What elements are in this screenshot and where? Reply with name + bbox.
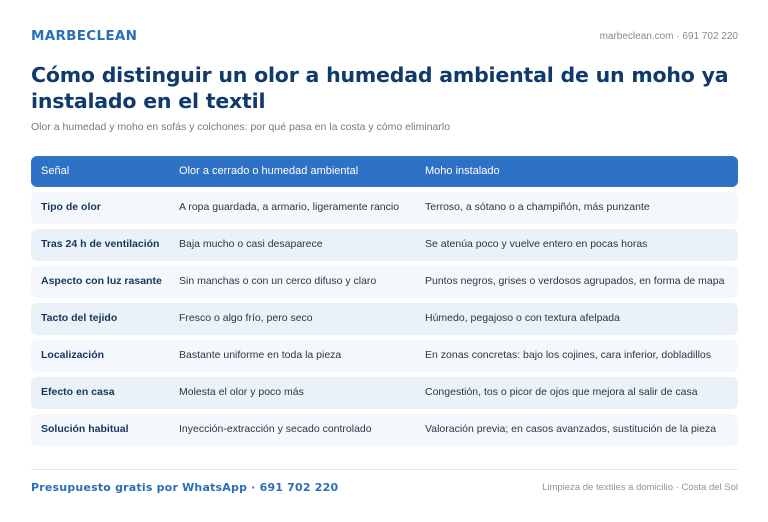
comparison-table <box>31 156 738 446</box>
ambient-cell: Molesta el olor y poco más <box>179 386 304 398</box>
header-installed-mold: Moho instalado <box>425 165 500 177</box>
row-label: Efecto en casa <box>41 386 115 398</box>
mold-cell: Terroso, a sótano o a champiñón, más punzante <box>425 201 650 213</box>
row-label: Aspecto con luz rasante <box>41 275 162 287</box>
mold-cell: Congestión, tos o picor de ojos que mejora al salir de casa <box>425 386 698 398</box>
whatsapp-cta[interactable]: Presupuesto gratis por WhatsApp · 691 702 220 <box>31 481 339 494</box>
header-ambient-humidity: Olor a cerrado o humedad ambiental <box>179 165 359 177</box>
page-title: Cómo distinguir un olor a humedad ambiental de un moho ya instalado en el textil <box>31 63 729 113</box>
contact-info[interactable]: marbeclean.com · 691 702 220 <box>599 31 738 42</box>
header-signal: Señal <box>41 165 70 177</box>
table-row <box>31 266 738 298</box>
page-subtitle: Olor a humedad y moho en sofás y colchones: por qué pasa en la costa y cómo eliminarlo <box>31 121 451 133</box>
table-row <box>31 340 738 372</box>
mold-cell: Puntos negros, grises o verdosos agrupados, en forma de mapa <box>425 275 725 287</box>
table-row <box>31 303 738 335</box>
ambient-cell: Inyección-extracción y secado controlado <box>179 423 372 435</box>
table-row <box>31 377 738 409</box>
brand-logo[interactable]: MARBECLEAN <box>31 28 138 44</box>
mold-cell: Húmedo, pegajoso o con textura afelpada <box>425 312 620 324</box>
row-label: Localización <box>41 349 105 361</box>
ambient-cell: Bastante uniforme en toda la pieza <box>179 349 342 361</box>
page <box>31 0 738 522</box>
row-label: Solución habitual <box>41 423 129 435</box>
row-label: Tacto del tejido <box>41 312 118 324</box>
ambient-cell: Baja mucho o casi desaparece <box>179 238 323 250</box>
ambient-cell: A ropa guardada, a armario, ligeramente rancio <box>179 201 400 213</box>
ambient-cell: Sin manchas o con un cerco difuso y claro <box>179 275 377 287</box>
table-row <box>31 192 738 224</box>
mold-cell: En zonas concretas: bajo los cojines, cara inferior, dobladillos <box>425 349 711 361</box>
row-label: Tras 24 h de ventilación <box>41 238 160 250</box>
ambient-cell: Fresco o algo frío, pero seco <box>179 312 313 324</box>
footer-note: Limpieza de textiles a domicilio · Costa del Sol <box>542 482 738 493</box>
top-bar <box>31 26 738 48</box>
footer-divider <box>31 469 738 470</box>
mold-cell: Valoración previa; en casos avanzados, sustitución de la pieza <box>425 423 717 435</box>
row-label: Tipo de olor <box>41 201 101 213</box>
mold-cell: Se atenúa poco y vuelve entero en pocas horas <box>425 238 648 250</box>
table-header-row <box>31 156 738 187</box>
table-row <box>31 229 738 261</box>
table-row <box>31 414 738 446</box>
